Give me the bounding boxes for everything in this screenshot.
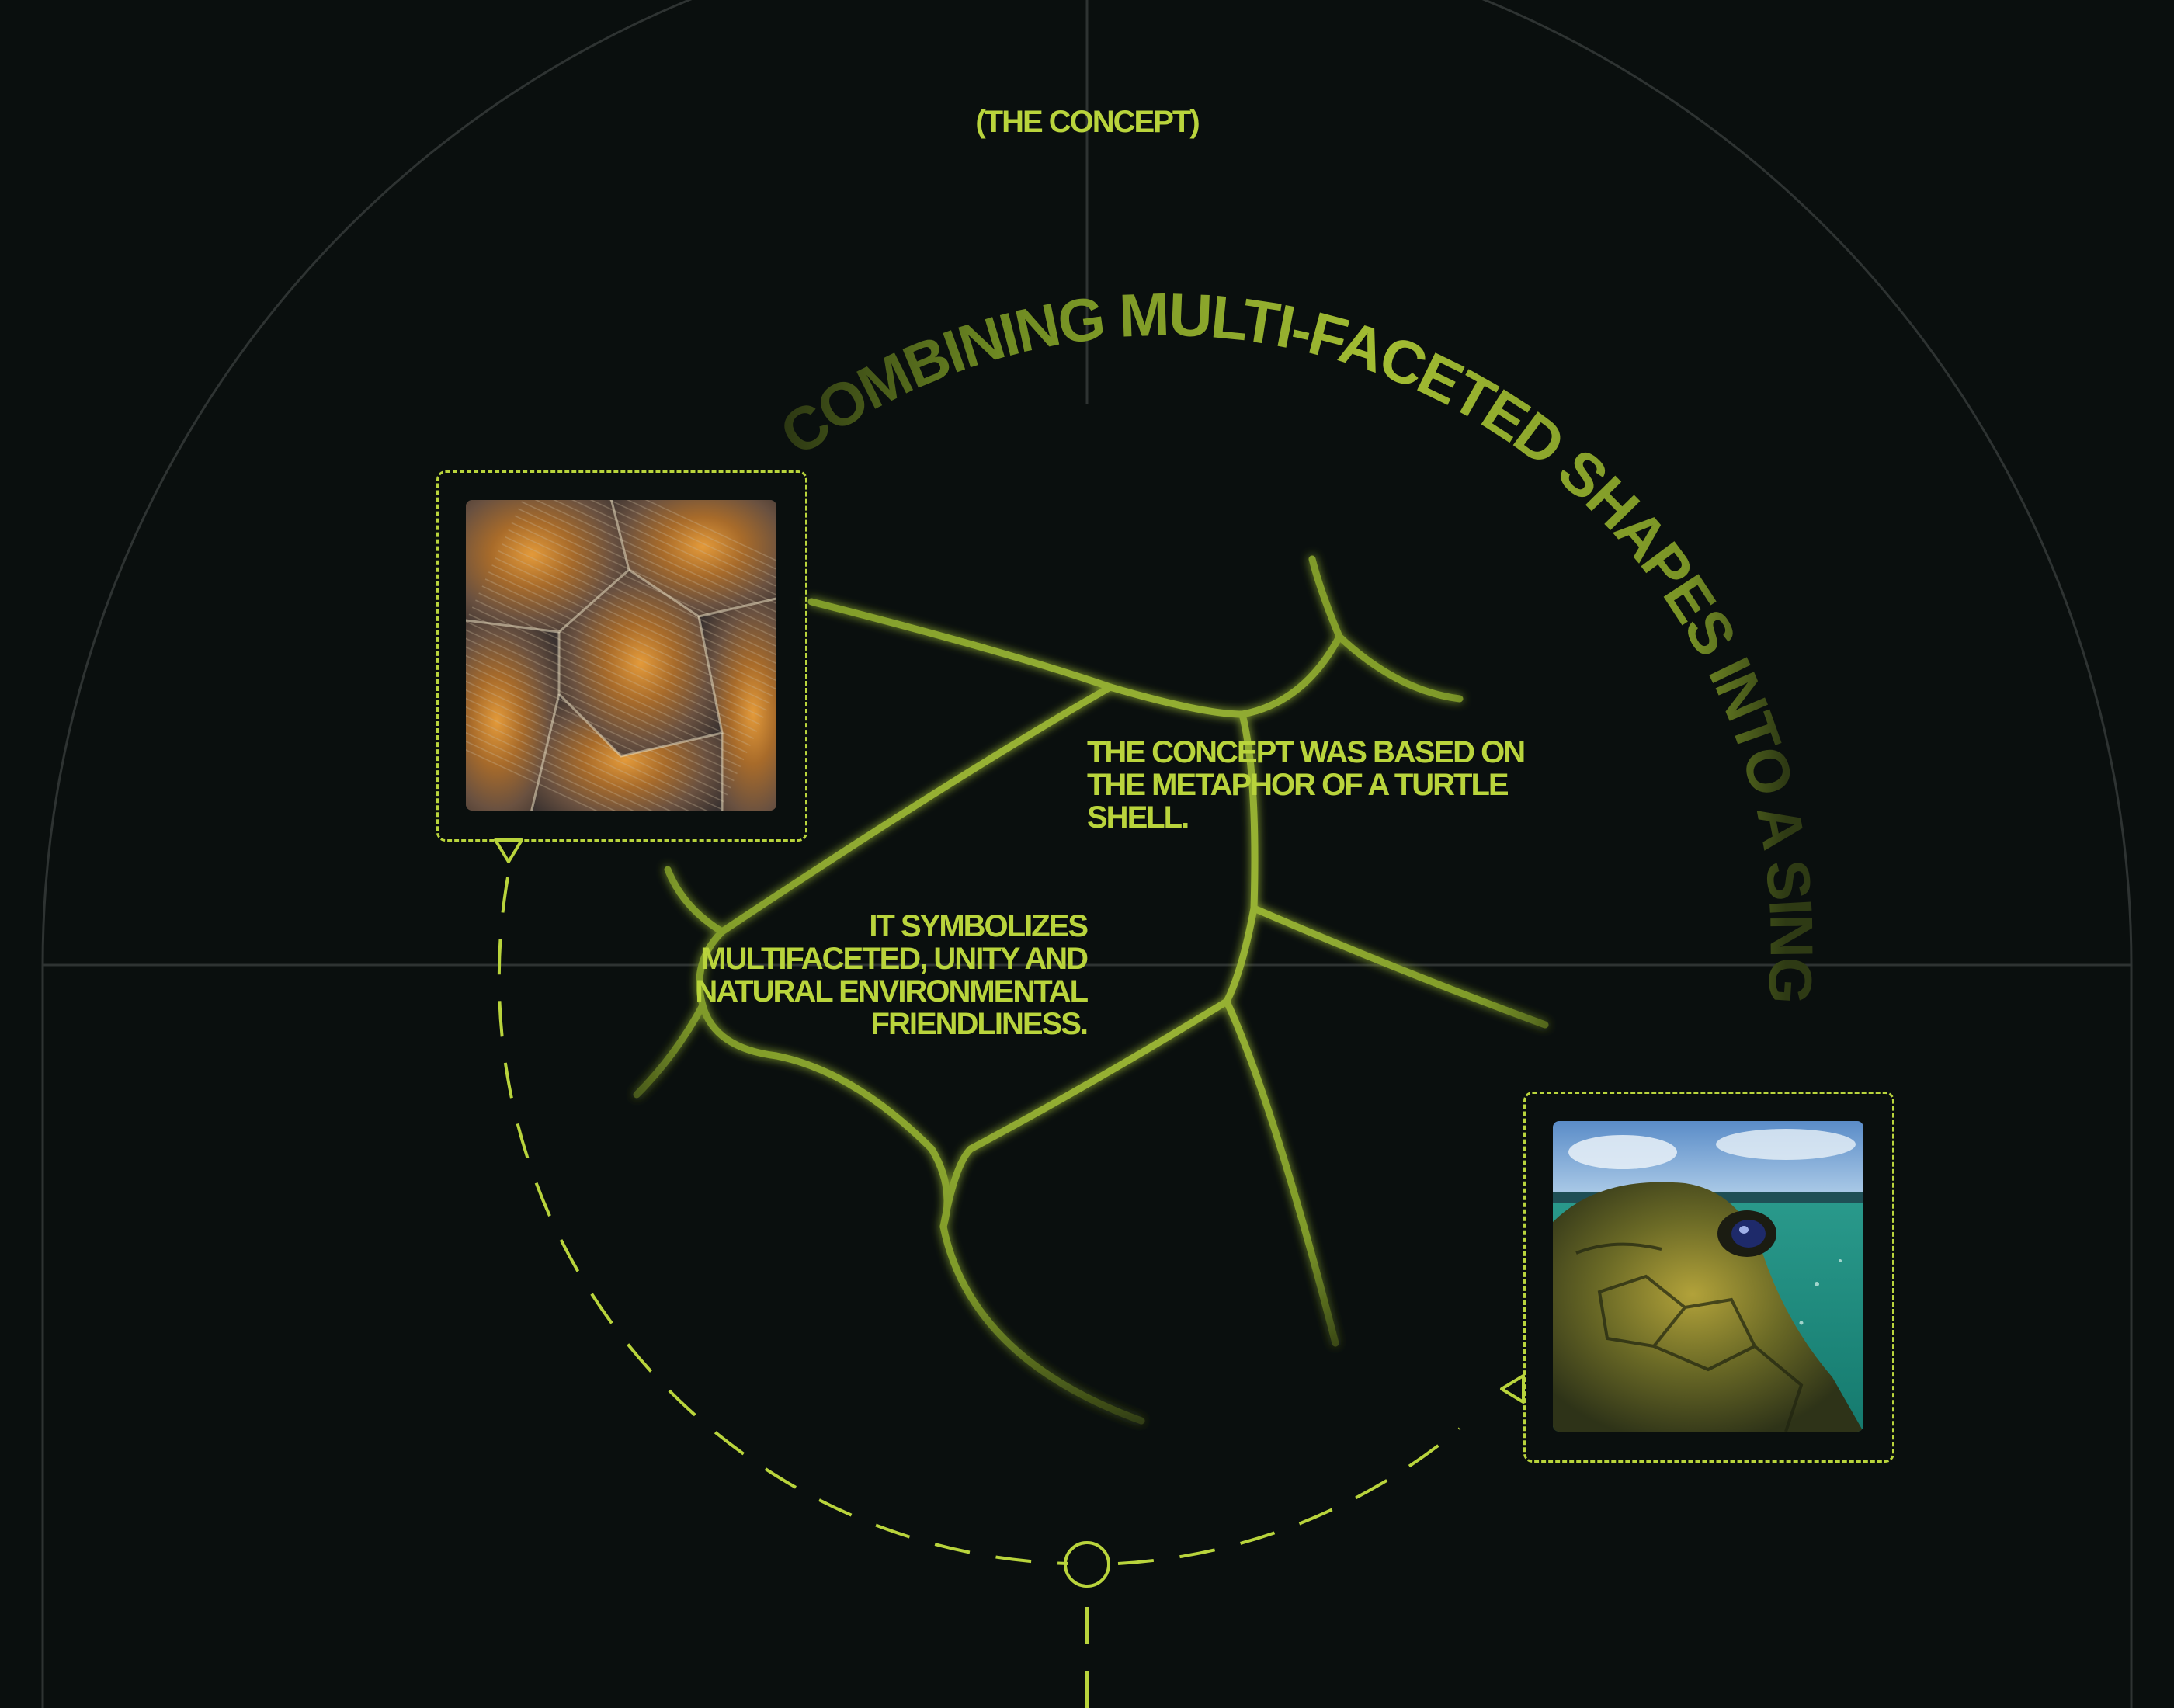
svg-text:COMBINING MULTI-FACETED SHAPES: [768, 280, 1826, 1005]
symbolism-description: IT SYMBOLIZES MULTIFACETED, UNITY AND NATURAL ENVIRONMENTAL FRIENDLINESS.: [695, 909, 1087, 1041]
section-kicker: (THE CONCEPT): [975, 105, 1199, 139]
arc-heading: COMBINING MULTI-FACETED SHAPES INTO A SING: [767, 279, 1826, 1005]
sea-turtle-head-image: [1553, 1121, 1863, 1432]
concept-description: THE CONCEPT WAS BASED ON THE METAPHOR OF A TURTLE SHELL.: [1087, 735, 1525, 835]
turtle-shell-closeup-image: [466, 500, 776, 811]
